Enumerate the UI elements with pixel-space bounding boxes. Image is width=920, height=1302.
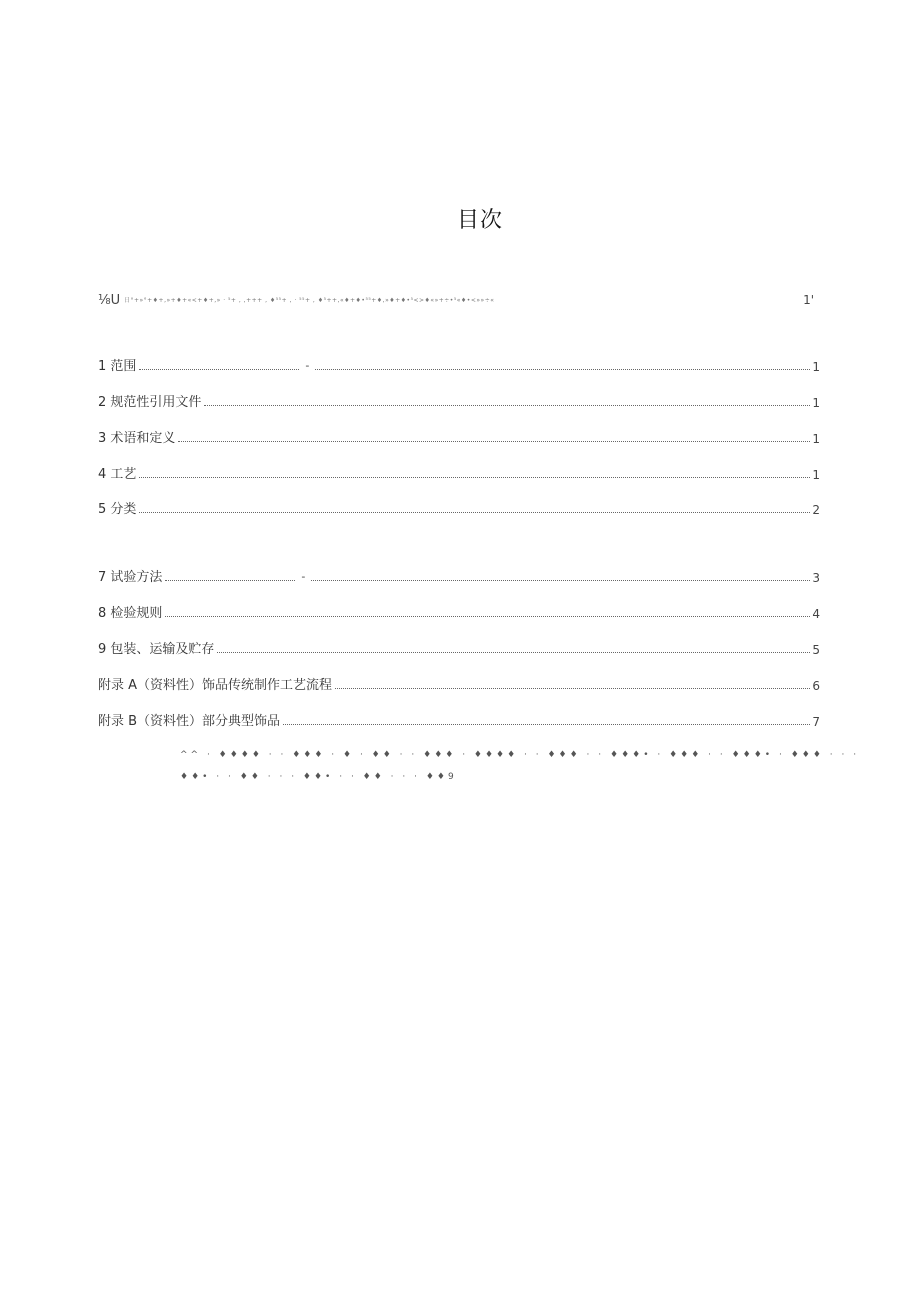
toc-entry-page: 3 — [812, 571, 820, 585]
toc-entry-page: 2 — [812, 503, 820, 517]
toc-leader — [311, 579, 810, 581]
toc-leader — [335, 687, 810, 689]
toc-entry-page: 1 — [812, 432, 820, 446]
toc-entry-annex-b[interactable] — [98, 711, 820, 729]
toc-leader — [217, 651, 810, 653]
toc-leader — [139, 511, 810, 513]
toc-dash: - — [301, 569, 306, 583]
toc-leader — [283, 723, 810, 725]
toc-entry-page: 4 — [812, 607, 820, 621]
toc-entry-inspection-rules[interactable] — [98, 603, 820, 621]
foreword-page: 1' — [803, 293, 814, 307]
toc-entry-title: 8 检验规则 — [98, 606, 163, 621]
toc-entry-title: 4 工艺 — [98, 467, 137, 482]
toc-entry-page: 1 — [812, 360, 820, 374]
toc-entry-terms[interactable] — [98, 428, 820, 446]
toc-leader — [315, 368, 810, 370]
toc-entry-normative-references[interactable] — [98, 392, 820, 410]
toc-entry-title: 1 范围 — [98, 359, 137, 374]
toc-entry-title: 附录 A（资料性）饰品传统制作工艺流程 — [98, 678, 333, 693]
toc-entry-page: 5 — [812, 643, 820, 657]
page-title: 目次 — [456, 208, 503, 233]
toc-entry-page: 1 — [812, 396, 820, 410]
toc-entry-classification[interactable] — [98, 499, 820, 517]
toc-leader — [139, 476, 810, 478]
foreword-label: ⅛U — [98, 293, 121, 308]
foreword-leader: 日°+»°+♦+,»+♦+«<+♦+,» · ⁵+ , ,+++ , ♦⁵⁵+ , · ⁵⁵+ , ♦⁵++,«♦+♦•⁵⁵+♦,»♦+♦•⁵<>♦«»+÷•⁵«♦•<»»÷« — [123, 297, 495, 304]
toc-leader — [165, 615, 810, 617]
toc-entry-page: 7 — [812, 715, 820, 729]
toc-leader — [178, 440, 810, 442]
toc-foreword[interactable] — [98, 293, 818, 309]
toc-entry-page: 1 — [812, 468, 820, 482]
toc-entry-packaging[interactable] — [98, 639, 820, 657]
toc-entry-page: 6 — [812, 679, 820, 693]
toc-dash: - — [305, 358, 310, 372]
toc-entry-title: 5 分类 — [98, 502, 137, 517]
toc-entry-title: 3 术语和定义 — [98, 431, 176, 446]
toc-entry-title: 9 包装、运输及贮存 — [98, 642, 215, 657]
toc-entry-title: 7 试验方法 — [98, 570, 163, 585]
toc-entry-annex-a[interactable] — [98, 675, 820, 693]
toc-leader — [139, 368, 299, 370]
toc-leader — [165, 579, 295, 581]
toc-entry-process[interactable] — [98, 464, 820, 482]
toc-entry-test-methods[interactable] — [98, 567, 820, 585]
garbled-toc-line: ^^ · ♦♦♦♦ · · ♦♦♦ · ♦ · ♦♦ · · ♦♦♦ · ♦♦♦♦ · · ♦♦♦ · · ♦♦♦• · ♦♦♦ · · ♦♦♦• · ♦♦♦ · · · ♦♦• · · ♦♦ · · · ♦♦• · · ♦♦ · · · ♦♦9 — [180, 750, 860, 782]
toc-entry-title: 附录 B（资料性）部分典型饰品 — [98, 714, 281, 729]
toc-entry-title: 2 规范性引用文件 — [98, 395, 202, 410]
toc-leader — [204, 404, 810, 406]
toc-entry-scope[interactable] — [98, 356, 820, 374]
